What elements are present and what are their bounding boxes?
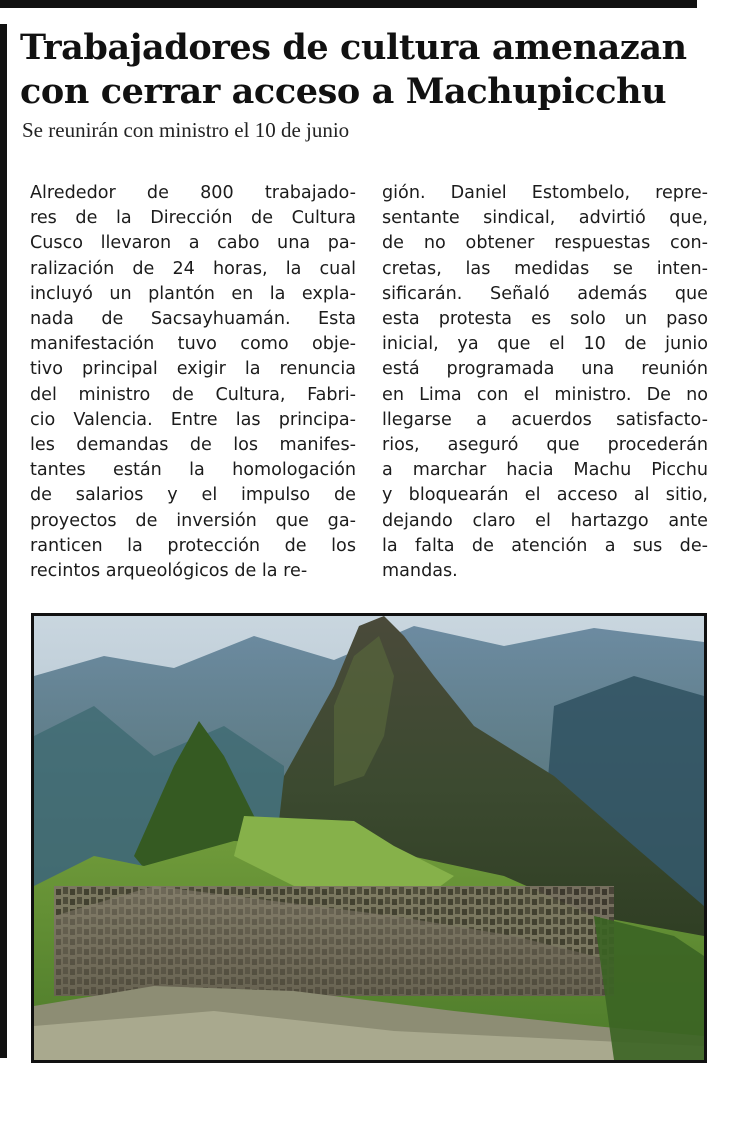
article-line: y bloquearán el acceso al sitio,: [382, 485, 708, 506]
article-line: Cusco llevaron a cabo una pa-: [30, 233, 356, 254]
subheadline: Se reunirán con ministro el 10 de junio: [22, 118, 350, 142]
article-line: recintos arqueológicos de la re-: [30, 561, 308, 582]
headline: [20, 26, 720, 114]
article-line: de salarios y el impulso de: [30, 485, 356, 506]
article-line: ralización de 24 horas, la cual: [30, 258, 356, 279]
article-line: dejando claro el hartazgo ante: [382, 510, 708, 531]
article-line: cretas, las medidas se inten-: [382, 258, 708, 279]
article-line: gión. Daniel Estombelo, repre-: [382, 183, 708, 203]
article-line: Alrededor de 800 trabajado-: [30, 183, 356, 203]
article-line: de no obtener respuestas con-: [382, 233, 708, 254]
article-line: tivo principal exigir la renuncia: [30, 359, 356, 380]
article-line: rios, aseguró que procederán: [382, 435, 708, 456]
article-line: llegarse a acuerdos satisfacto-: [382, 409, 708, 430]
article-line: tantes están la homologación: [30, 460, 356, 481]
article-line: nada de Sacsayhuamán. Esta: [30, 309, 356, 330]
article-line: la falta de atención a sus de-: [382, 535, 708, 556]
article-line: manifestación tuvo como obje-: [30, 334, 356, 355]
article-line: inicial, ya que el 10 de junio: [382, 334, 708, 355]
article-line: del ministro de Cultura, Fabri-: [30, 384, 356, 405]
article-column-1: [30, 181, 356, 584]
side-rule: [0, 24, 7, 1058]
article-line: ranticen la protección de los: [30, 535, 356, 556]
article-line: incluyó un plantón en la expla-: [30, 283, 356, 304]
article-line: sificarán. Señaló además que: [382, 283, 708, 304]
article-line: en Lima con el ministro. De no: [382, 384, 708, 405]
article-line: res de la Dirección de Cultura: [30, 208, 356, 229]
article-line: a marchar hacia Machu Picchu: [382, 460, 708, 481]
article-line: esta protesta es solo un paso: [382, 309, 708, 330]
headline-line-1: Trabajadores de cultura amenazan: [20, 27, 687, 68]
article-line: mandas.: [382, 561, 458, 582]
headline-line-2: con cerrar acceso a Machupicchu: [20, 71, 667, 112]
machu-picchu-photo: [31, 613, 707, 1063]
article-line: está programada una reunión: [382, 359, 708, 380]
article-line: cio Valencia. Entre las principa-: [30, 409, 356, 430]
top-rule: [0, 0, 697, 8]
article-line: proyectos de inversión que ga-: [30, 510, 356, 531]
article-column-2: [382, 181, 708, 584]
article-line: sentante sindical, advirtió que,: [382, 208, 708, 229]
article-line: les demandas de los manifes-: [30, 435, 356, 456]
